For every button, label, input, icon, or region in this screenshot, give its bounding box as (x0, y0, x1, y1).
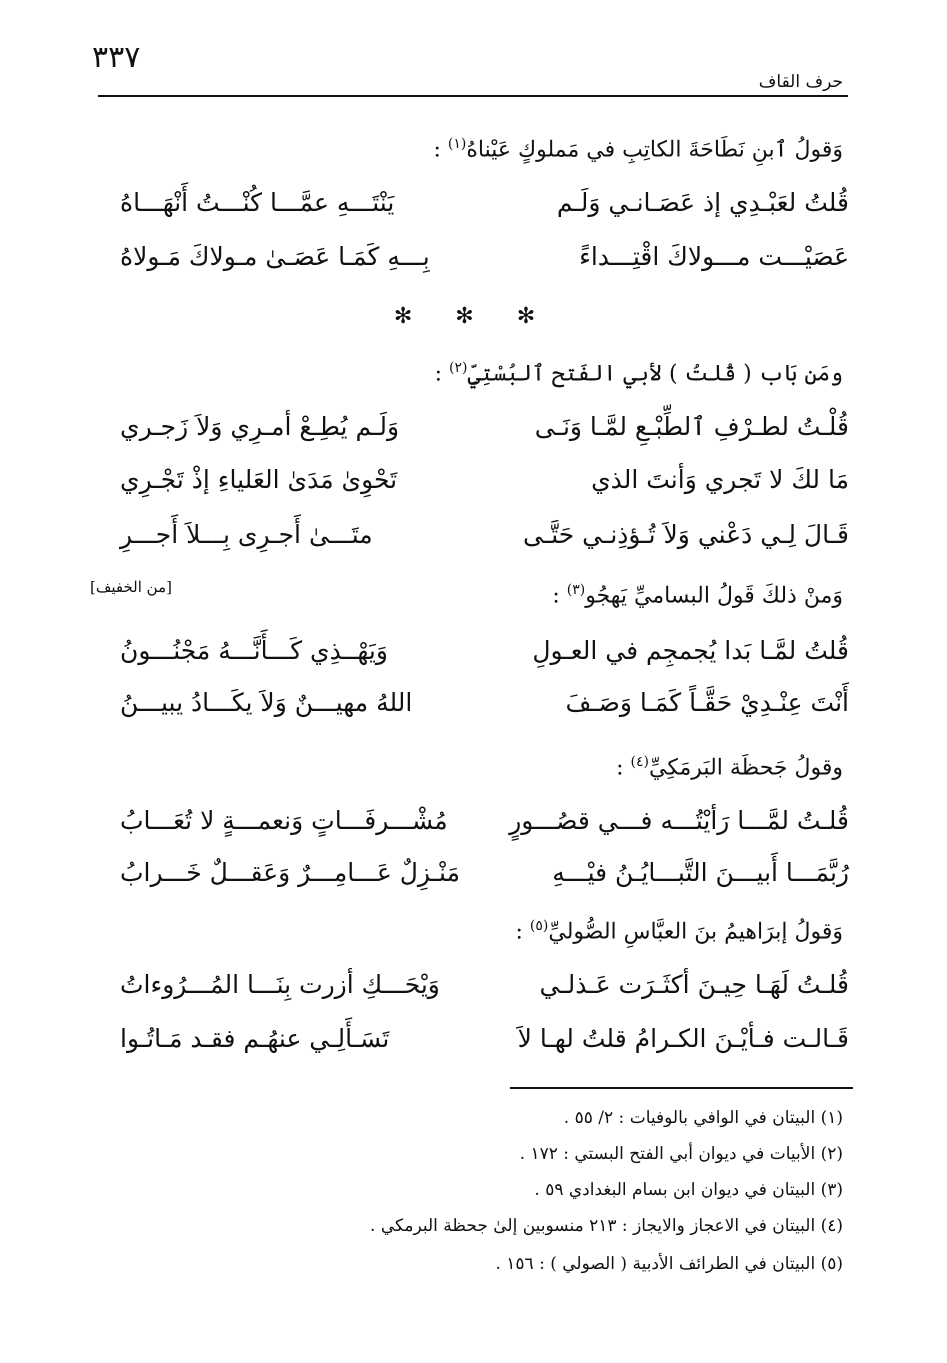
intro-text: وَقولُ إبرَاهيمُ بنَ العبَّاسِ الصُّوليِّ (548, 919, 843, 945)
verse-1-second-half: يَنْتَـــهِ عمَّـــا كُنْـــتُ أَنْهَـــاهُ (120, 188, 395, 217)
intro-colon: : (515, 919, 530, 945)
footnote-ref-3: (٣) (566, 582, 586, 598)
footnote-4: (٤) البيتان في الاعجاز والايجاز : ٢١٣ منسوبين إلىٰ جحظة البرمكي . (370, 1216, 843, 1236)
intro-colon: : (433, 137, 448, 163)
verse-9-second-half: مَنْـزِلٌ عَـــامِـــرٌ وَعَقـــلٌ خَـــرابُ (120, 858, 460, 887)
verse-7-second-half: اللهُ مهيـــنٌ وَلاَ يكَـــادُ يبيـــنُ (120, 688, 413, 717)
footnote-5: (٥) البيتان في الطرائف الأدبية ( الصولي ) : ١٥٦ . (495, 1254, 843, 1274)
footnote-ref-1: (١) (447, 136, 467, 152)
verse-4-second-half: تَحْوِىٰ مَدَىٰ العَلياءِ إذْ تَجْـرِي (120, 465, 398, 494)
header-rule (98, 95, 848, 97)
intro-text: ومَن بَاب ( قُلتُ ) لأبي الفَتح ٱلبُسْتِيِّ (467, 361, 843, 387)
verse-8-second-half: مُشْـــرفَـــاتٍ وَنعمـــةٍ لا تُعَـــابُ (120, 806, 448, 835)
verse-10-second-half: وَيْحَـــكِ أزرت بِنَـــا المُـــرُوءاتُ (120, 970, 440, 999)
intro-colon: : (552, 583, 567, 609)
footnote-ref-2: (٢) (449, 360, 468, 376)
footnote-1: (١) البيتان في الوافي بالوفيات : ٢/ ٥٥ . (563, 1108, 843, 1128)
intro-text: وقولُ جَحظَة البَرمَكِيِّ (649, 755, 843, 781)
verse-10-first-half: قُلـتُ لَهَـا حِيـنَ أكثَـرَت عَـذلـي (539, 970, 849, 999)
verse-5-second-half: متَـــىٰ أَجـرِى بِـــلاَ أَجـــرِ (120, 520, 373, 549)
verse-2-first-half: عَصَيْـــت مـــولاكَ اقْتِـــداءً (579, 242, 849, 271)
intro-colon: : (616, 755, 631, 781)
section-2-intro (435, 360, 843, 386)
footnote-2: (٢) الأبيات في ديوان أبي الفتح البستي : ١٧٢ . (519, 1144, 843, 1164)
intro-text: وَقولُ ٱبنِ نَطَاحَةَ الكاتِبِ في مَملوكٍ عَيْناهُ (466, 137, 843, 163)
chapter-title: حرف القاف (758, 72, 843, 92)
section-5-intro (515, 918, 843, 944)
footnote-rule (510, 1087, 853, 1089)
footnote-ref-4: (٤) (630, 754, 650, 770)
section-3-intro (552, 582, 843, 608)
meter-label: [من الخفيف] (90, 578, 172, 596)
verse-11-second-half: تَسَـأَلِـي عنهُـم فقـد مَـاتُـوا (120, 1024, 390, 1053)
section-1-intro (433, 136, 843, 162)
intro-text: وَمنْ ذلكَ قَولُ البساميِّ يَهجُو (585, 583, 843, 609)
verse-4-first-half: مَا لكَ لا تَجري وَأنتَ الذي (591, 465, 849, 494)
section-divider-stars: ✻ ✻ ✻ (393, 304, 554, 329)
verse-3-first-half: قُلْـتُ لطـرْفِ ٱلطِّبْـعِ لمَّـا وَنَـى (534, 412, 849, 441)
verse-6-second-half: وَيَهْــذِي كَـــأَنَّـــهُ مَجْنُـــونُ (120, 636, 388, 665)
section-4-intro (616, 754, 843, 780)
verse-2-second-half: بِـــهِ كَمَـا عَصَـىٰ مـولاكَ مَـولاهُ (120, 242, 430, 271)
verse-1-first-half: قُلتُ لعَبْـدِي إذ عَصَـانـي وَلَـم (556, 188, 849, 217)
verse-6-first-half: قُلتُ لمَّـا بَدا يُجمجِم في العـولِ (532, 636, 849, 665)
verse-8-first-half: قُلـتُ لمَّـــا رَأيْتُـــه فـــي قصُـــورٍ (509, 806, 849, 835)
verse-5-first-half: قَـالَ لِـي دَعْني وَلاَ تُـؤذِنـي حَتَّـى (523, 520, 849, 549)
verse-7-first-half: أَنْتَ عِنْـدِيْ حَقَّـاً كَمَـا وَصَـفَ (565, 688, 849, 717)
intro-colon: : (434, 361, 450, 387)
footnote-3: (٣) البيتان في ديوان ابن بسام البغدادي ٥٩ . (534, 1180, 843, 1200)
page-number: ٣٣٧ (92, 40, 141, 75)
verse-9-first-half: رُبَّمَـــا أَبيـــنَ التَّبـــايُـنُ فيْـــهِ (552, 858, 849, 887)
footnote-ref-5: (٥) (529, 918, 549, 934)
verse-11-first-half: قَـالـت فـأيْـنَ الكـرامُ قلتُ لهـا لاَ (517, 1024, 849, 1053)
verse-3-second-half: وَلَـم يُطِـعْ أمـرِي وَلاَ زَجـري (120, 412, 400, 441)
